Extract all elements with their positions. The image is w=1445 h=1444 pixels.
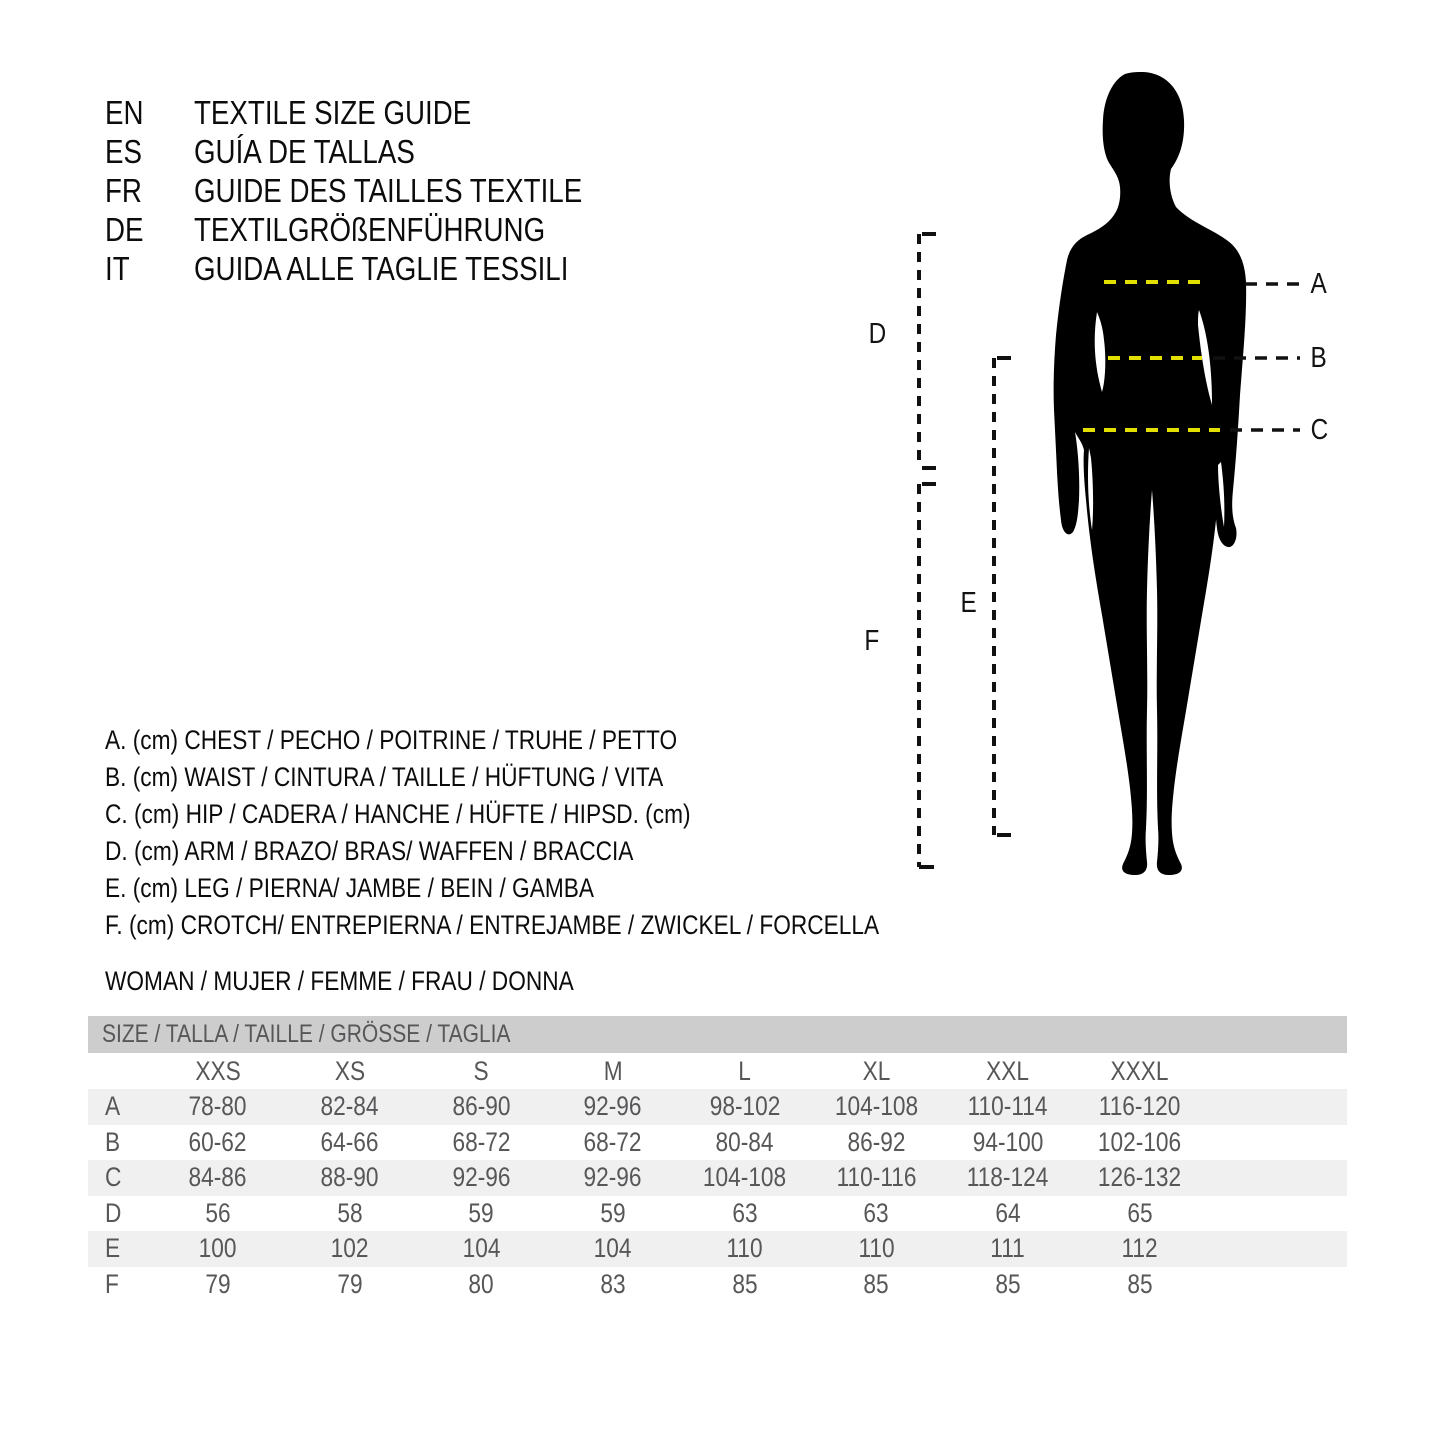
section-title: WOMAN / MUJER / FEMME / FRAU / DONNA (105, 966, 574, 996)
cell-f-s: 80 (468, 1268, 494, 1299)
cell-e-xxs: 100 (198, 1233, 237, 1264)
cell-c-xxs: 84-86 (188, 1162, 247, 1193)
language-title-it: GUIDA ALLE TAGLIE TESSILI (194, 250, 569, 287)
table-row-e (88, 1231, 1347, 1267)
language-code-it: IT (105, 250, 130, 287)
cell-b-xl: 86-92 (847, 1126, 906, 1157)
measure-legend (105, 722, 1027, 944)
table-header-label: SIZE / TALLA / TAILLE / GRÖSSE / TAGLIA (102, 1020, 511, 1048)
row-label: C (105, 1162, 122, 1193)
size-col-s: S (473, 1055, 489, 1086)
cell-c-xl: 110-116 (836, 1162, 917, 1193)
table-row-a (88, 1089, 1347, 1125)
measure-label-chest: A (1310, 268, 1328, 300)
measure-label-waist: B (1310, 342, 1328, 374)
size-col-l: L (738, 1055, 751, 1086)
cell-b-m: 68-72 (583, 1126, 642, 1157)
cell-e-s: 104 (462, 1233, 501, 1264)
title-row-fr (105, 171, 656, 210)
cell-a-l: 98-102 (709, 1091, 780, 1122)
cell-b-xxl: 94-100 (972, 1126, 1044, 1157)
cell-e-m: 104 (593, 1233, 632, 1264)
legend-line-leg: E. (cm) LEG / PIERNA/ JAMBE / BEIN / GAMBA (105, 873, 594, 903)
size-col-xxl: XXL (986, 1055, 1030, 1086)
measure-label-arm: D (868, 318, 886, 350)
measure-label-leg: E (960, 587, 978, 619)
language-code-de: DE (105, 211, 144, 248)
cell-f-xxxl: 85 (1127, 1268, 1153, 1299)
cell-a-s: 86-90 (452, 1091, 511, 1122)
language-title-block (105, 93, 656, 288)
cell-f-xl: 85 (863, 1268, 889, 1299)
size-col-xxs: XXS (195, 1055, 241, 1086)
row-label: A (105, 1091, 121, 1122)
cell-e-xl: 110 (858, 1233, 895, 1264)
title-row-it (105, 249, 656, 288)
woman-silhouette (1054, 72, 1247, 875)
measure-label-hip: C (1310, 414, 1328, 446)
row-label: D (105, 1197, 122, 1228)
language-title-en: TEXTILE SIZE GUIDE (194, 94, 472, 131)
cell-d-xxs: 56 (205, 1197, 231, 1228)
table-row-c (88, 1160, 1347, 1196)
table-row-b (88, 1125, 1347, 1161)
cell-c-l: 104-108 (702, 1162, 787, 1193)
cell-c-xs: 88-90 (320, 1162, 379, 1193)
cell-c-s: 92-96 (452, 1162, 511, 1193)
cell-c-xxxl: 126-132 (1098, 1162, 1182, 1193)
language-code-fr: FR (105, 172, 142, 209)
table-row-d (88, 1196, 1347, 1232)
cell-a-xs: 82-84 (320, 1091, 379, 1122)
legend-line-chest: A. (cm) CHEST / PECHO / POITRINE / TRUHE / PETTO (105, 725, 678, 755)
cell-f-xxs: 79 (205, 1268, 231, 1299)
cell-e-xxxl: 112 (1121, 1233, 1158, 1264)
language-title-fr: GUIDE DES TAILLES TEXTILE (194, 172, 583, 209)
cell-f-xxl: 85 (995, 1268, 1021, 1299)
row-label: E (105, 1233, 121, 1264)
cell-b-xxxl: 102-106 (1098, 1126, 1182, 1157)
cell-c-xxl: 118-124 (967, 1162, 1049, 1193)
title-row-es (105, 132, 656, 171)
language-title-de: TEXTILGRÖßENFÜHRUNG (194, 211, 546, 248)
language-code-es: ES (105, 133, 142, 170)
size-col-m: M (603, 1055, 623, 1086)
measure-label-crotch: F (864, 625, 880, 657)
cell-a-xxl: 110-114 (968, 1091, 1048, 1122)
cell-f-xs: 79 (336, 1268, 363, 1299)
cell-e-xs: 102 (330, 1233, 369, 1264)
cell-a-xxxl: 116-120 (1098, 1091, 1181, 1122)
size-col-xxxl: XXXL (1110, 1055, 1169, 1086)
cell-f-m: 83 (600, 1268, 626, 1299)
cell-a-m: 92-96 (583, 1091, 642, 1122)
size-col-xl: XL (862, 1055, 891, 1086)
cell-a-xl: 104-108 (834, 1091, 918, 1122)
cell-d-xxl: 64 (995, 1197, 1021, 1228)
cell-d-m: 59 (600, 1197, 626, 1228)
cell-b-s: 68-72 (452, 1126, 511, 1157)
table-size-row (88, 1053, 1347, 1089)
legend-line-crotch: F. (cm) CROTCH/ ENTREPIERNA / ENTREJAMBE / ZWICKEL / FORCELLA (105, 910, 880, 940)
size-col-xs: XS (334, 1055, 365, 1086)
cell-d-l: 63 (731, 1197, 758, 1228)
cell-f-l: 85 (731, 1268, 758, 1299)
cell-d-xs: 58 (336, 1197, 363, 1228)
row-label: F (105, 1268, 119, 1299)
language-code-en: EN (105, 94, 144, 131)
size-table (88, 1016, 1347, 1302)
cell-a-xxs: 78-80 (188, 1091, 247, 1122)
cell-b-xs: 64-66 (320, 1126, 379, 1157)
row-label: B (105, 1126, 121, 1157)
cell-b-l: 80-84 (715, 1126, 774, 1157)
cell-d-xxxl: 65 (1127, 1197, 1153, 1228)
table-row-f (88, 1267, 1347, 1303)
legend-line-hip: C. (cm) HIP / CADERA / HANCHE / HÜFTE / HIPSD. (cm) (105, 799, 691, 829)
cell-b-xxs: 60-62 (188, 1126, 247, 1157)
cell-e-l: 110 (726, 1233, 763, 1264)
language-title-es: GUÍA DE TALLAS (194, 133, 415, 170)
table-header-bar (88, 1016, 1347, 1053)
legend-line-waist: B. (cm) WAIST / CINTURA / TAILLE / HÜFTUNG / VITA (105, 762, 664, 792)
title-row-en (105, 93, 656, 132)
cell-d-xl: 63 (863, 1197, 889, 1228)
cell-d-s: 59 (468, 1197, 494, 1228)
title-row-de (105, 210, 656, 249)
legend-line-arm: D. (cm) ARM / BRAZO/ BRAS/ WAFFEN / BRACCIA (105, 836, 634, 866)
cell-e-xxl: 111 (990, 1233, 1026, 1264)
cell-c-m: 92-96 (583, 1162, 642, 1193)
